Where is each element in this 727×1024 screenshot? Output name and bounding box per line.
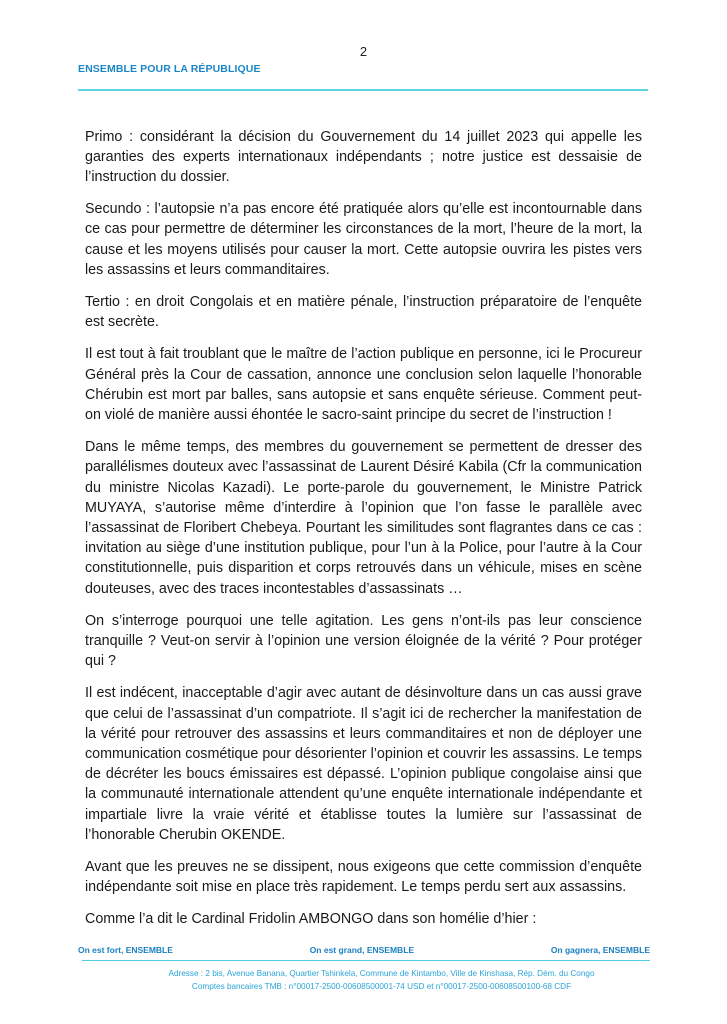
page-number: 2 <box>359 44 368 59</box>
paragraph-indecent: Il est indécent, inacceptable d’agir avec autant de désinvolture dans un cas aussi grave que celui de l’assassinat d’un compatriote. Il s’agit ici de rechercher la manifestation de la vérité pour retrouver des assassins et leurs commanditaires et non de déployer une communication cosmétique pour désorienter l’opinion et couvrir les assassins. Le temps de décréter les boucs émissaires est dépassé. L’opinion publique congolaise ainsi que la communauté internationale attendent qu’une enquête internationale indépendante et impartiale livre la vraie vérité et établisse toutes la lumière sur l’assassinat de l’honorable Cherubin OKENDE. <box>85 685 642 843</box>
footer-address: Adresse : 2 bis, Avenue Banana, Quartier Tshinkela, Commune de Kintambo, Ville de Kinshasa, Rép. Dém. du Congo <box>168 969 595 979</box>
header-title: ENSEMBLE POUR LA RÉPUBLIQUE <box>78 63 261 75</box>
header-divider <box>78 89 648 91</box>
footer-contact <box>0 967 727 993</box>
footer-slogans <box>78 944 650 956</box>
page-footer <box>0 944 727 1014</box>
paragraph-gouvernement: Dans le même temps, des membres du gouvernement se permettent de dresser des parallélismes douteux avec l’assassinat de Laurent Désiré Kabila (Cfr la communication du ministre Nicolas Kazadi). Le porte-parole du gouvernement, le Ministre Patrick MUYAYA, s’autorise même d’interdire à l’opinion que l’on fasse le parallèle avec l’assassinat de Floribert Chebeya. Pourtant les similitudes sont flagrantes dans ce cas : invitation au siège d’une institution publique, pour l’un à la Police, pour l’autre à la Cour constitutionnelle, puis disparition et corps retrouvés dans un véhicule, mises en scène douteuses, avec des traces incontestables d’assassinats … <box>85 439 642 597</box>
paragraph-primo: Primo : considérant la décision du Gouvernement du 14 juillet 2023 qui appelle les garanties des experts internationaux indépendants ; notre justice est dessaisie de l’instruction du dossier. <box>85 128 642 185</box>
document-body <box>85 127 642 930</box>
paragraph-preuves: Avant que les preuves ne se dissipent, nous exigeons que cette commission d’enquête indépendante soit mise en place très rapidement. Le temps perdu sert aux assassins. <box>85 859 642 896</box>
footer-divider <box>82 960 650 962</box>
footer-bank-accounts: Comptes bancaires TMB : n°00017-2500-00608500001-74 USD et n°00017-2500-00608500100-68 CDF <box>191 982 572 992</box>
slogan-grand: On est grand, ENSEMBLE <box>309 944 415 955</box>
paragraph-interrogation: On s’interroge pourquoi une telle agitation. Les gens n’ont-ils pas leur conscience tranquille ? Veut-on servir à l’opinion une version éloignée de la vérité ? Pour protéger qui ? <box>85 612 642 670</box>
paragraph-procureur: Il est tout à fait troublant que le maître de l’action publique en personne, ici le Procureur Général près la Cour de cassation, annonce une conclusion selon laquelle l’honorable Chérubin est mort par balles, sans autopsie et sans enquête sérieuse. Comment peut-on violé de manière aussi éhontée le sacro-saint principe du secret de l’instruction ! <box>85 346 642 423</box>
slogan-gagnera: On gagnera, ENSEMBLE <box>550 944 650 955</box>
slogan-fort: On est fort, ENSEMBLE <box>78 944 173 955</box>
paragraph-tertio: Tertio : en droit Congolais et en matière pénale, l’instruction préparatoire de l’enquête est secrète. <box>85 293 642 331</box>
paragraph-cardinal: Comme l’a dit le Cardinal Fridolin AMBONGO dans son homélie d’hier : <box>85 911 537 928</box>
paragraph-secundo: Secundo : l’autopsie n’a pas encore été pratiquée alors qu’elle est incontournable dans ce cas pour permettre de déterminer les circonstances de la mort, l’heure de la mort, la cause et les moyens utilisés pour causer la mort. Cette autopsie ouvrira les pistes vers les assassins et leurs commanditaires. <box>85 201 642 278</box>
